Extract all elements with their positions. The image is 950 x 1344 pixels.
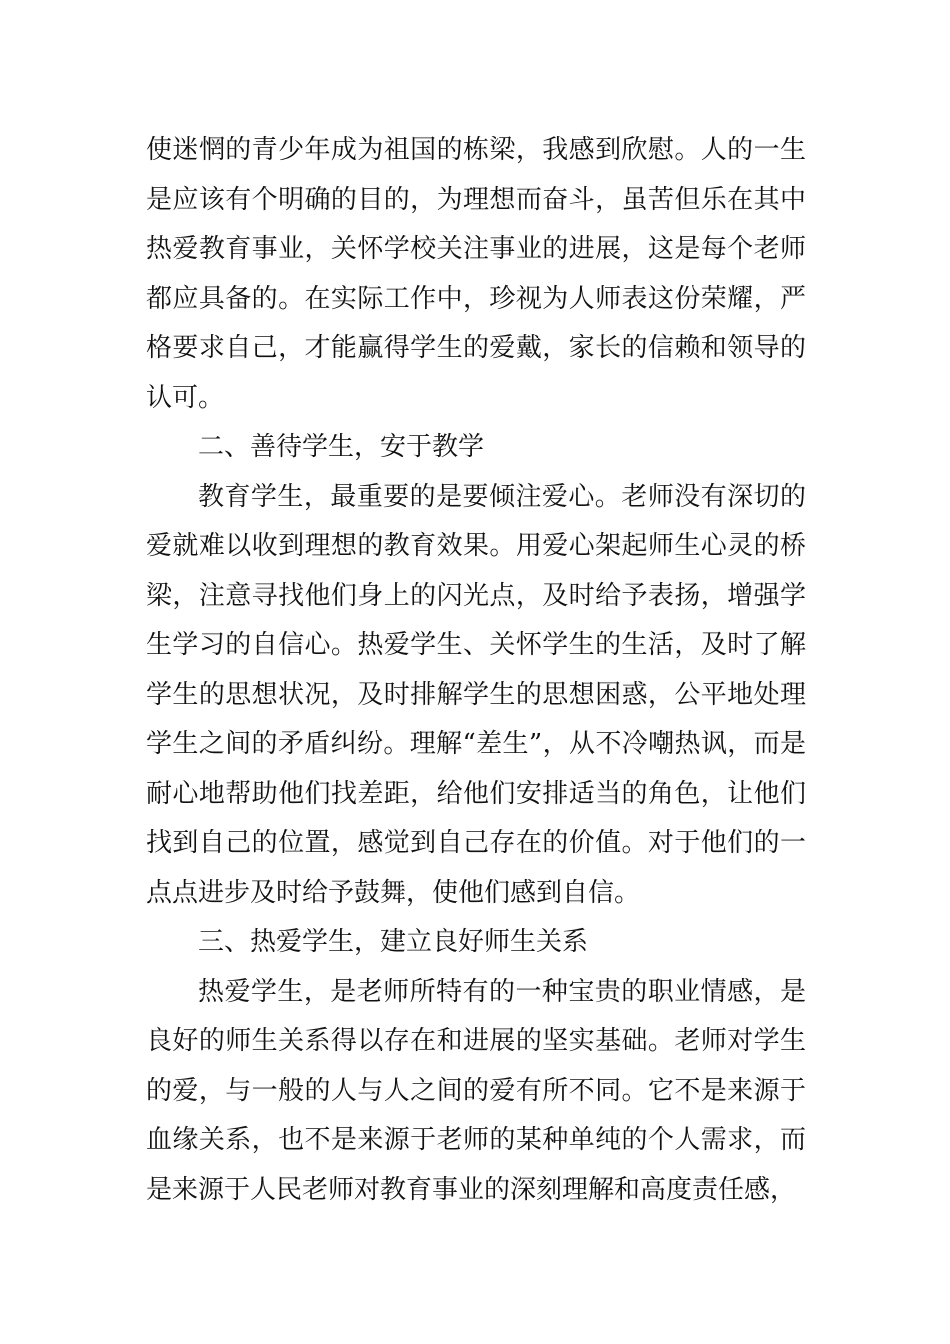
paragraph-section-3: 热爱学生，是老师所特有的一种宝贵的职业情感，是良好的师生关系得以存在和进展的坚实基础。老师对学生的爱，与一般的人与人之间的爱有所不同。它不是来源于血缘关系，也不是来源于老师的某种单纯的个人需求，而是来源于人民老师对教育事业的深刻理解和高度责任感，	[146, 976, 806, 1205]
paragraph-section-2: 教育学生，最重要的是要倾注爱心。老师没有深切的爱就难以收到理想的教育效果。用爱心架起师生心灵的桥梁，注意寻找他们身上的闪光点，及时给予表扬，增强学生学习的自信心。热爱学生、关怀学生的生活，及时了解学生的思想状况，及时排解学生的思想困惑，公平地处理学生之间的矛盾纠纷。理解“差生”，从不冷嘲热讽，而是耐心地帮助他们找差距，给他们安排适当的角色，让他们找到自己的位置，感觉到自己存在的价值。对于他们的一点点进步及时给予鼓舞，使他们感到自信。	[146, 481, 806, 908]
document-body	[146, 126, 806, 1215]
paragraph-continuation: 使迷惘的青少年成为祖国的栋梁，我感到欣慰。人的一生是应该有个明确的目的，为理想而奋斗，虽苦但乐在其中热爱教育事业，关怀学校关注事业的进展，这是每个老师都应具备的。在实际工作中，珍视为人师表这份荣耀，严格要求自己，才能赢得学生的爱戴，家长的信赖和领导的认可。	[146, 135, 806, 413]
section-heading-2: 二、善待学生，安于教学	[198, 432, 485, 462]
section-heading-3: 三、热爱学生，建立良好师生关系	[198, 927, 589, 957]
